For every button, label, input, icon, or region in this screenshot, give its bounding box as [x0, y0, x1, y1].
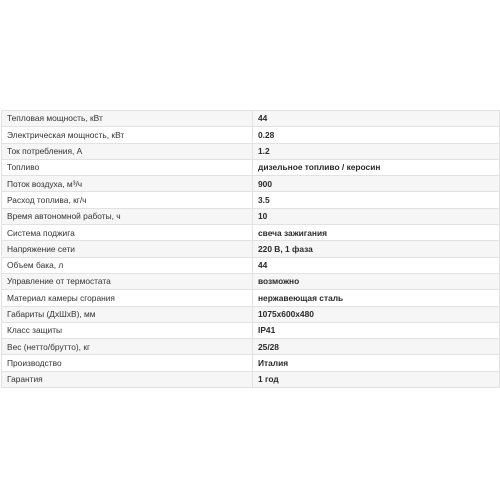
spec-value: 44: [253, 111, 500, 127]
table-row: [2, 192, 500, 208]
spec-value: 3.5: [253, 192, 500, 208]
spec-value: 1075x600x480: [253, 306, 500, 322]
table-row: [2, 225, 500, 241]
table-row: [2, 355, 500, 371]
table-row: [2, 159, 500, 175]
spec-value: 220 В, 1 фаза: [253, 241, 500, 257]
spec-value: возможно: [253, 273, 500, 289]
table-row: [2, 322, 500, 338]
spec-value: свеча зажигания: [253, 225, 500, 241]
spec-label: Управление от термостата: [2, 273, 253, 289]
spec-label: Габариты (ДхШхВ), мм: [2, 306, 253, 322]
table-row: [2, 143, 500, 159]
table-row: [2, 306, 500, 322]
spec-value: Италия: [253, 355, 500, 371]
table-row: [2, 339, 500, 355]
table-row: [2, 290, 500, 306]
table-row: [2, 176, 500, 192]
table-row: [2, 371, 500, 387]
spec-label: Тепловая мощность, кВт: [2, 111, 253, 127]
spec-value: нержавеющая сталь: [253, 290, 500, 306]
table-row: [2, 208, 500, 224]
spec-value: 1.2: [253, 143, 500, 159]
spec-label: Гарантия: [2, 371, 253, 387]
spec-label: Объем бака, л: [2, 257, 253, 273]
spec-label: Поток воздуха, м³/ч: [2, 176, 253, 192]
spec-label: Топливо: [2, 159, 253, 175]
spec-value: 44: [253, 257, 500, 273]
spec-value: 0.28: [253, 127, 500, 143]
specifications-table: [1, 110, 500, 388]
spec-value: 900: [253, 176, 500, 192]
spec-label: Материал камеры сгорания: [2, 290, 253, 306]
table-row: [2, 111, 500, 127]
spec-value: IP41: [253, 322, 500, 338]
spec-value: 25/28: [253, 339, 500, 355]
spec-label: Электрическая мощность, кВт: [2, 127, 253, 143]
table-row: [2, 241, 500, 257]
spec-label: Производство: [2, 355, 253, 371]
spec-label: Система поджига: [2, 225, 253, 241]
table-row: [2, 257, 500, 273]
spec-value: дизельное топливо / керосин: [253, 159, 500, 175]
spec-label: Время автономной работы, ч: [2, 208, 253, 224]
spec-label: Класс защиты: [2, 322, 253, 338]
spec-label: Ток потребления, А: [2, 143, 253, 159]
spec-label: Вес (нетто/брутто), кг: [2, 339, 253, 355]
table-row: [2, 127, 500, 143]
table-row: [2, 273, 500, 289]
spec-label: Напряжение сети: [2, 241, 253, 257]
spec-value: 1 год: [253, 371, 500, 387]
spec-label: Расход топлива, кг/ч: [2, 192, 253, 208]
spec-value: 10: [253, 208, 500, 224]
